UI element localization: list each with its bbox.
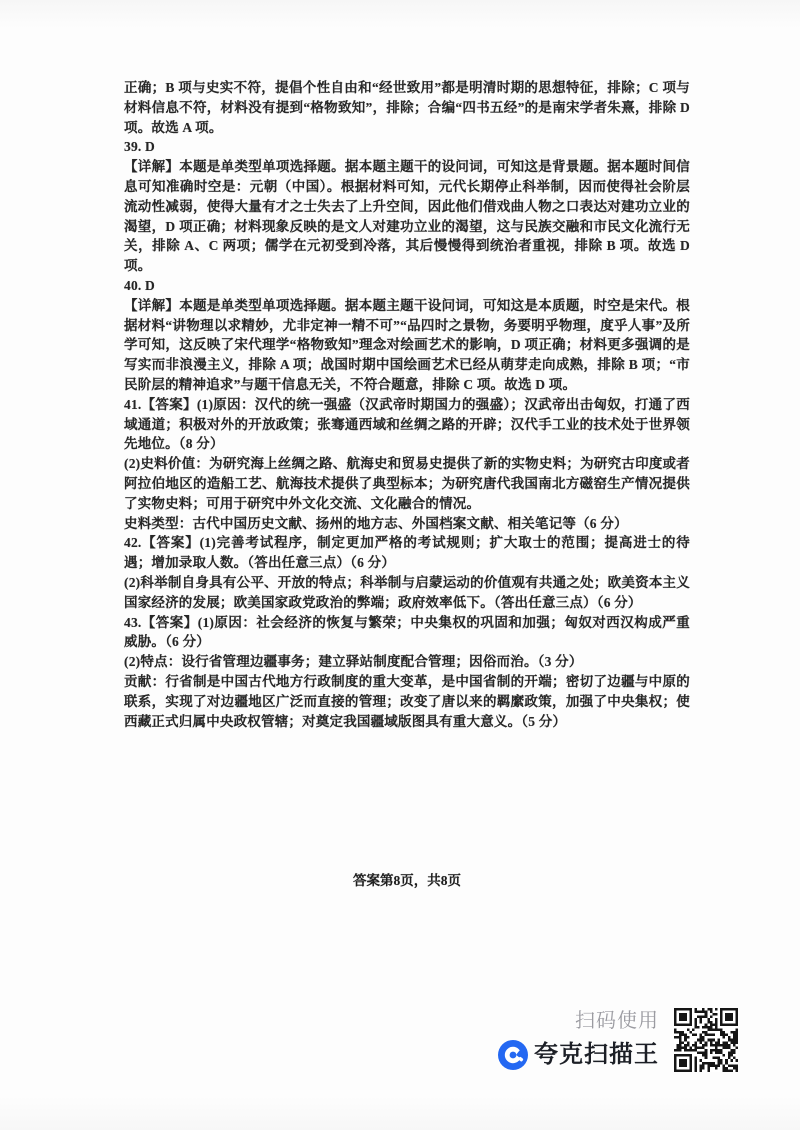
answer-43-contribution: 贡献：行省制是中国古代地方行政制度的重大变革，是中国省制的开端；密切了边疆与中原的联系，实现了对边疆地区广泛而直接的管理；改变了唐以来的羁縻政策，加强了中央集权；使西藏正式归属中央政权管辖；对奠定我国疆域版图具有重大意义。（5 分）: [124, 673, 690, 729]
answer-40: 40. D: [124, 277, 155, 293]
answer-42-part2: (2)科举制自身具有公平、开放的特点；科举制与启蒙运动的价值观有共通之处；欧美资本主义国家经济的发展；欧美国家政党政治的弊端；政府效率低下。（答出任意三点）（6 分）: [124, 574, 690, 610]
answer-39: 39. D: [124, 139, 155, 155]
scanner-watermark: [498, 1008, 738, 1072]
detail-39: 【详解】本题是单类型单项选择题。据本题主题干的设问词，可知这是背景题。据本题时间信息可知准确时空是：元朝（中国）。根据材料可知，元代长期停止科举制，因而使得社会阶层流动性减弱，使得大量有才之士失去了上升空间，因此他们借戏曲人物之口表达对建功立业的渴望，D 项正确；材料现象反映的是文人对建功立业的渴望，这与民族交融和市民文化流行无关，排除 A、C 两项；儒学在元初受到冷落，其后慢慢得到统治者重视，排除 B 项。故选 D 项。: [124, 159, 690, 274]
answer-43-part1: 43.【答案】(1)原因：社会经济的恢复与繁荣；中央集权的巩固和加强；匈奴对西汉构成严重威胁。（6 分）: [124, 614, 690, 650]
qr-code: [674, 1008, 738, 1072]
answer-41-part1: 41.【答案】(1)原因：汉代的统一强盛（汉武帝时期国力的强盛）；汉武帝出击匈奴，打通了西域通道；积极对外的开放政策；张骞通西域和丝绸之路的开辟；汉代手工业的技术处于世界领先地位。（8 分）: [124, 396, 690, 452]
para-38-conclusion: 正确；B 项与史实不符，提倡个性自由和“经世致用”都是明清时期的思想特征，排除；C 项与材料信息不符，材料没有提到“格物致知”，排除；合编“四书五经”的是南宋学者朱熹，排除 D 项。故选 A 项。: [124, 80, 690, 135]
answer-43-part2: (2)特点：设行省管理边疆事务；建立驿站制度配合管理；因俗而治。（3 分）: [124, 654, 583, 670]
answer-41-part2: (2)史料价值：为研究海上丝绸之路、航海史和贸易史提供了新的实物史料；为研究古印度或者阿拉伯地区的造船工艺、航海技术提供了典型标本；为研究唐代我国南北方磁窑生产情况提供了实物史料；可用于研究中外文化交流、文化融合的情况。: [124, 456, 690, 511]
page-footer: 答案第8页，共8页: [353, 873, 461, 888]
detail-40: 【详解】本题是单类型单项选择题。据本题主题干设问词，可知这是本质题，时空是宋代。根据材料“讲物理以求精妙，尤非定神一精不可”“品四时之景物，务要明乎物理，度乎人事”及所学可知，这反映了宋代理学“格物致知”理念对绘画艺术的影响，D 项正确；材料更多强调的是写实而非浪漫主义，排除 A 项；战国时期中国绘画艺术已经从萌芽走向成熟，排除 B 项；“市民阶层的精神追求”与题干信息无关，不符合题意，排除 C 项。故选 D 项。: [124, 297, 690, 392]
answer-41-source-types: 史料类型：古代中国历史文献、扬州的地方志、外国档案文献、相关笔记等（6 分）: [124, 515, 628, 531]
quark-logo-icon: [498, 1040, 528, 1070]
scan-hint-label: 扫码使用: [575, 1009, 659, 1032]
brand-row: [498, 1040, 659, 1070]
answer-42-part1: 42.【答案】(1)完善考试程序，制定更加严格的考试规则；扩大取士的范围；提高进士的待遇；增加录取人数。（答出任意三点）（6 分）: [124, 535, 690, 571]
watermark-text: [498, 1011, 659, 1070]
answer-sheet-text: [124, 78, 690, 731]
app-name: 夸克扫描王: [534, 1040, 659, 1068]
